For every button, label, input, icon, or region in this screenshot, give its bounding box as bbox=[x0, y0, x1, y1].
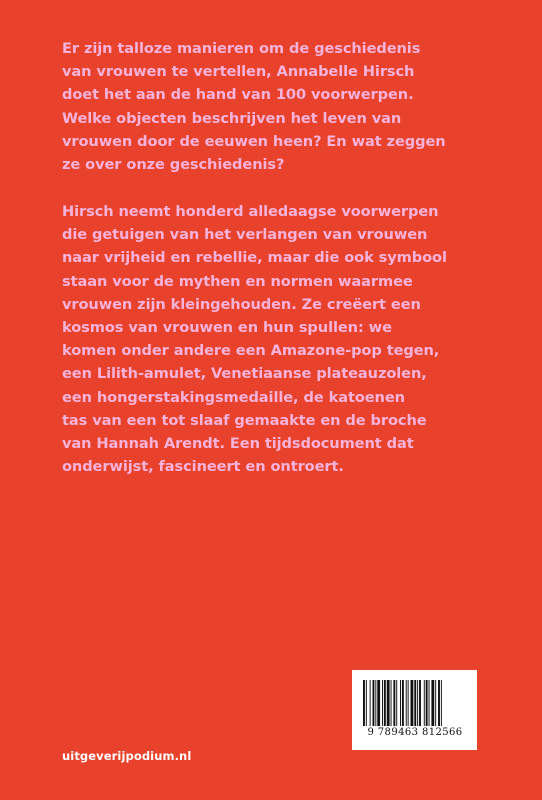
barcode-bar bbox=[396, 680, 397, 726]
barcode-bar bbox=[363, 680, 365, 726]
blurb-paragraph-1 bbox=[62, 37, 482, 176]
blurb-line: doet het aan de hand van 100 voorwerpen. bbox=[62, 86, 414, 104]
barcode-bar bbox=[382, 680, 383, 726]
blurb-line: Er zijn talloze manieren om de geschiedenis bbox=[62, 40, 421, 57]
barcode-bar bbox=[377, 680, 380, 726]
barcode-bar bbox=[373, 680, 375, 726]
barcode-bar bbox=[375, 680, 376, 726]
barcode-bar bbox=[366, 680, 367, 726]
blurb-line: een Lilith-amulet, Venetiaanse plateauzolen, bbox=[62, 365, 427, 383]
blurb-line: staan voor de mythen en normen waarmee bbox=[62, 272, 413, 290]
barcode-digits: 9 789463 812566 bbox=[367, 727, 463, 738]
barcode-bar bbox=[400, 680, 401, 726]
blurb-line: Welke objecten beschrijven het leven van bbox=[62, 109, 402, 127]
blurb-line: tas van een tot slaaf gemaakte en de broche bbox=[62, 411, 427, 429]
barcode-bar bbox=[402, 680, 404, 726]
barcode-bar bbox=[370, 680, 371, 726]
barcode-bar bbox=[411, 680, 414, 726]
barcode-bar bbox=[393, 680, 395, 726]
blurb-line: onderwijst, fascineert en ontroert. bbox=[62, 458, 344, 476]
barcode-bar bbox=[431, 680, 434, 726]
barcode-bar bbox=[419, 680, 421, 726]
barcode-bar bbox=[429, 680, 430, 726]
blurb-line: van Hannah Arendt. Een tijdsdocument dat bbox=[62, 435, 414, 453]
barcode-bar bbox=[441, 680, 442, 726]
barcode-bar bbox=[414, 680, 416, 726]
blurb-line: van vrouwen te vertellen, Annabelle Hirsch bbox=[62, 63, 415, 81]
blurb-line: kosmos van vrouwen en hun spullen: we bbox=[62, 319, 392, 337]
blurb-line: vrouwen door de eeuwen heen? En wat zeggen bbox=[62, 132, 446, 150]
barcode-bar bbox=[426, 680, 428, 726]
barcode-bar bbox=[384, 680, 386, 726]
barcode-bar bbox=[406, 680, 407, 726]
blurb-line: een hongerstakingsmedaille, de katoenen bbox=[62, 388, 405, 406]
barcode-bar bbox=[391, 680, 392, 726]
blurb-line: naar vrijheid en rebellie, maar die ook symbool bbox=[62, 249, 447, 267]
barcode-bar bbox=[387, 680, 390, 726]
publisher-website: uitgeverijpodium.nl bbox=[62, 749, 192, 763]
barcode-bar bbox=[408, 680, 409, 726]
barcode-bar bbox=[424, 680, 425, 726]
barcode-bar bbox=[417, 680, 418, 726]
barcode-bar bbox=[435, 680, 436, 726]
blurb-line: ze over onze geschiedenis? bbox=[62, 156, 285, 174]
barcode bbox=[352, 670, 477, 750]
blurb-line: vrouwen zijn kleingehouden. Ze creëert een bbox=[62, 295, 421, 313]
blurb-line: die getuigen van het verlangen van vrouwen bbox=[62, 226, 428, 244]
barcode-bars bbox=[362, 680, 468, 728]
blurb-paragraph-2 bbox=[62, 200, 482, 478]
barcode-bar bbox=[438, 680, 440, 726]
blurb-line: Hirsch neemt honderd alledaagse voorwerpen bbox=[62, 203, 439, 220]
blurb-line: komen onder andere een Amazone-pop tegen, bbox=[62, 342, 440, 360]
